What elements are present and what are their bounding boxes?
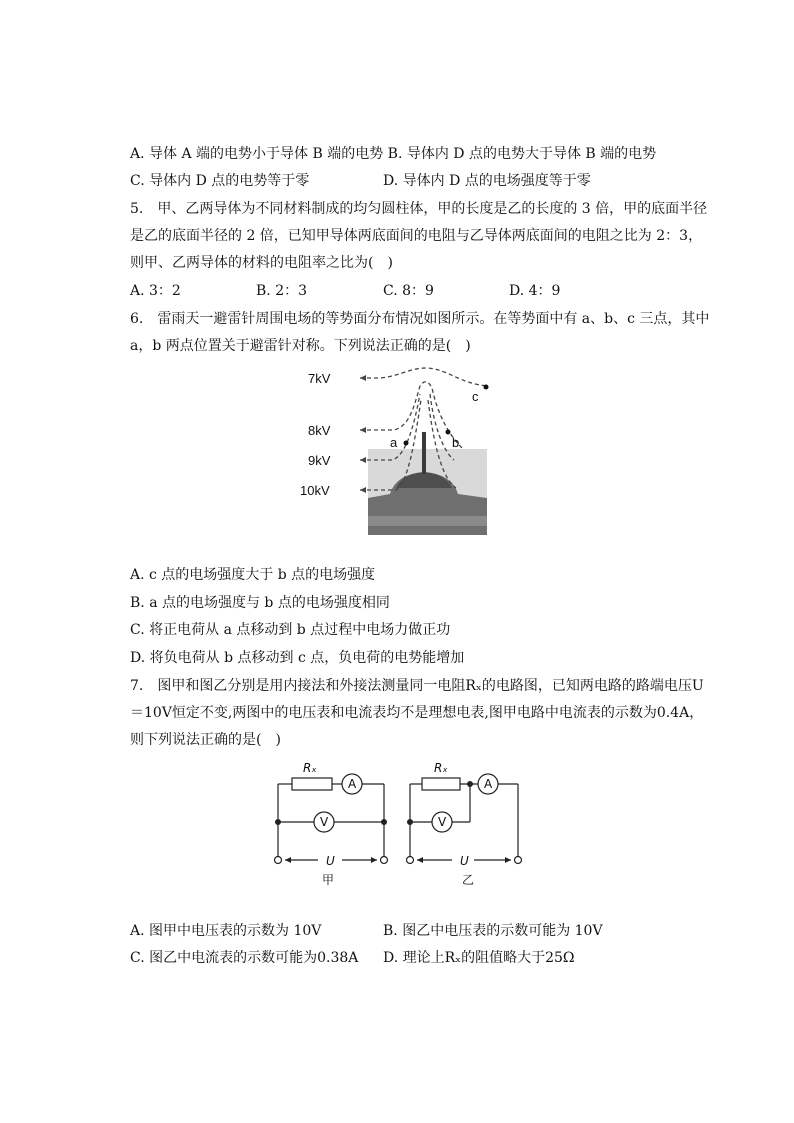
label-7kv: 7kV (308, 371, 331, 386)
q5-option-c: C. 8：9 (383, 283, 434, 299)
point-a-dot (404, 441, 409, 446)
label-8kv: 8kV (308, 423, 331, 438)
left-caption: 甲 (322, 873, 335, 887)
q5-stem-line2: 是乙的底面半径的 2 倍，已知甲导体两底面间的电阻与乙导体两底面间的电阻之比为 2：3， (130, 228, 703, 244)
q7-option-d: D. 理论上Rₓ的阻值略大于25Ω (383, 950, 575, 966)
right-terminal-left (407, 857, 414, 864)
point-c-dot (484, 385, 489, 390)
building-windows-band (368, 516, 487, 526)
q6-option-d: D. 将负电荷从 b 点移动到 c 点，负电荷的电势能增加 (130, 650, 465, 666)
q4-option-d: D. 导体内 D 点的电场强度等于零 (383, 173, 591, 189)
right-resistor-label: Rₓ (434, 761, 448, 775)
equipotential-8kv (360, 382, 462, 448)
q7-stem-line2: ＝10V恒定不变,两图中的电压表和电流表均不是理想电表,图甲电路中电流表的示数为0.4A， (130, 705, 704, 721)
q6-stem-line1: 6. 雷雨天一避雷针周围电场的等势面分布情况如图所示。在等势面中有 a、b、c 三点，其中 (130, 311, 710, 327)
q6-option-b: B. a 点的电场强度与 b 点的电场强度相同 (130, 595, 390, 611)
left-resistor (292, 778, 332, 790)
left-resistor-label: Rₓ (303, 761, 317, 775)
right-caption: 乙 (462, 873, 475, 887)
q7-option-b: B. 图乙中电压表的示数可能为 10V (383, 923, 603, 939)
right-terminal-right (515, 857, 522, 864)
right-voltage-label: U (460, 854, 469, 868)
label-point-a: a (390, 435, 398, 450)
q7-option-c: C. 图乙中电流表的示数可能为0.38A (130, 950, 359, 966)
q5-stem-line1: 5. 甲、乙两导体为不同材料制成的均匀圆柱体，甲的长度是乙的长度的 3 倍，甲的底面半径 (130, 201, 708, 217)
q7-stem-line1: 7. 图甲和图乙分别是用内接法和外接法测量同一电阻Rₓ的电路图，已知两电路的路端电压U (130, 678, 704, 694)
right-resistor (422, 778, 460, 790)
q4-option-c: C. 导体内 D 点的电势等于零 (130, 173, 310, 189)
label-point-c: c (472, 389, 479, 404)
q5-option-d: D. 4：9 (509, 283, 561, 299)
q7-stem-line3: 则下列说法正确的是( ) (130, 732, 281, 748)
label-9kv: 9kV (308, 453, 331, 468)
lightning-rod (422, 432, 426, 474)
left-voltmeter-label: V (320, 815, 329, 829)
circuit-figure (270, 756, 530, 892)
q6-stem-line2: a，b 两点位置关于避雷针对称。下列说法正确的是( ) (130, 338, 471, 354)
right-voltmeter-label: V (438, 815, 447, 829)
left-ammeter-label: A (348, 777, 357, 791)
left-terminal-right (381, 857, 388, 864)
q5-stem-line3: 则甲、乙两导体的材料的电阻率之比为( ) (130, 255, 393, 271)
left-voltage-label: U (326, 854, 335, 868)
q4-option-ab: A. 导体 A 端的电势小于导体 B 端的电势 B. 导体内 D 点的电势大于导体 B 端的电势 (130, 146, 657, 162)
q5-option-b: B. 2：3 (256, 283, 308, 299)
q6-option-c: C. 将正电荷从 a 点移动到 b 点过程中电场力做正功 (130, 622, 451, 638)
lightning-rod-figure (300, 366, 500, 536)
q5-option-a: A. 3：2 (130, 283, 181, 299)
equipotential-7kv (360, 368, 488, 386)
point-b-dot (446, 430, 451, 435)
q6-option-a: A. c 点的电场强度大于 b 点的电场强度 (130, 567, 376, 583)
left-terminal-left (275, 857, 282, 864)
q7-option-a: A. 图甲中电压表的示数为 10V (130, 923, 322, 939)
label-point-b: b (452, 435, 460, 450)
right-ammeter-label: A (484, 777, 493, 791)
label-10kv: 10kV (300, 483, 330, 498)
